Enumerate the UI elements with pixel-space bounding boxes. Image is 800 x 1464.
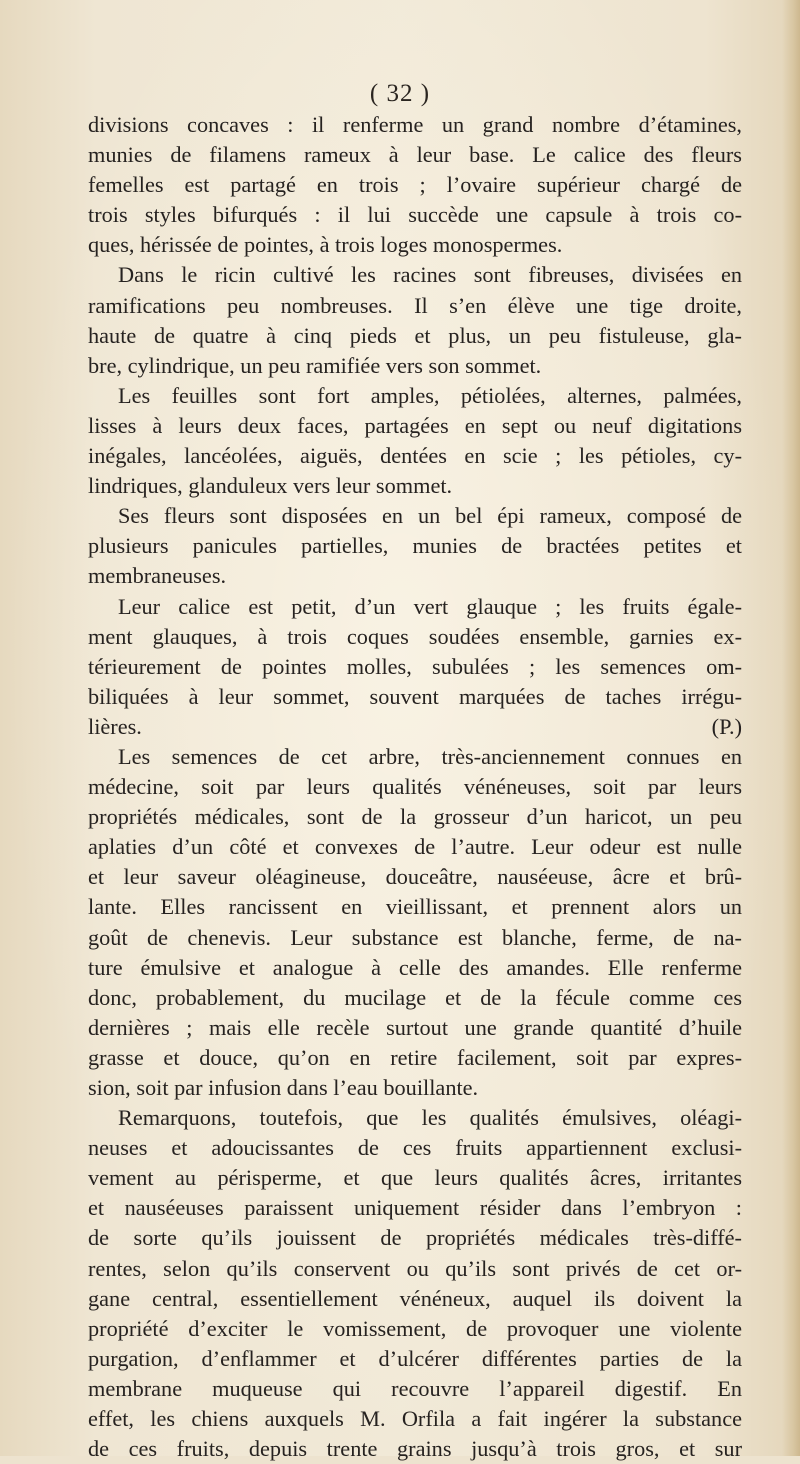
body-text bbox=[88, 110, 742, 1464]
text-line: femelles est partagé en trois ; l’ovaire supérieur chargé de bbox=[88, 172, 742, 198]
text-line: goût de chenevis. Leur substance est blanche, ferme, de na- bbox=[88, 924, 742, 950]
text-line: plusieurs panicules partielles, munies de bractées petites et bbox=[88, 533, 742, 559]
text-line: bre, cylindrique, un peu ramifiée vers son sommet. bbox=[88, 352, 542, 378]
text-line: et nauséeuses paraissent uniquement résider dans l’embryon : bbox=[88, 1195, 742, 1221]
text-line: effet, les chiens auxquels M. Orfila a fait ingérer la substance bbox=[88, 1406, 742, 1432]
text-line: lindriques, glanduleux vers leur sommet. bbox=[88, 473, 453, 499]
text-line: rentes, selon qu’ils conservent ou qu’ils sont privés de cet or- bbox=[88, 1255, 742, 1281]
paragraph bbox=[88, 1103, 742, 1464]
paragraph bbox=[88, 742, 742, 1103]
text-line: neuses et adoucissantes de ces fruits appartiennent exclusi- bbox=[88, 1135, 742, 1161]
text-line: et leur saveur oléagineuse, douceâtre, nauséeuse, âcre et brû- bbox=[88, 864, 742, 890]
text-line: vement au périsperme, et que leurs qualités âcres, irritantes bbox=[88, 1165, 742, 1191]
text-line: membraneuses. bbox=[88, 563, 227, 589]
text-line: ques, hérissée de pointes, à trois loges monospermes. bbox=[88, 232, 563, 258]
text-line: sion, soit par infusion dans l’eau bouillante. bbox=[88, 1075, 479, 1100]
paragraph bbox=[88, 501, 742, 591]
text-line: inégales, lancéolées, aiguës, dentées en scie ; les pétioles, cy- bbox=[88, 443, 742, 469]
text-line: trois styles bifurqués : il lui succède une capsule à trois co- bbox=[88, 202, 742, 228]
text-line: membrane muqueuse qui recouvre l’appareil digestif. En bbox=[88, 1375, 742, 1401]
paragraph bbox=[88, 592, 742, 742]
text-line: ment glauques, à trois coques soudées ensemble, garnies ex- bbox=[88, 623, 742, 649]
paragraph bbox=[88, 381, 742, 501]
text-line: Leur calice est petit, d’un vert glauque ; les fruits égale- bbox=[118, 593, 742, 619]
text-line: Les semences de cet arbre, très-anciennement connues en bbox=[118, 743, 742, 769]
author-signature: (P.) bbox=[711, 713, 742, 739]
paragraph bbox=[88, 260, 742, 380]
text-line: lante. Elles rancissent en vieillissant, et prennent alors un bbox=[88, 894, 742, 920]
text-line: de ces fruits, depuis trente grains jusqu’à trois gros, et sur bbox=[88, 1436, 742, 1462]
text-line: divisions concaves : il renferme un grand nombre d’étamines, bbox=[88, 112, 742, 137]
page-number: ( 32 ) bbox=[369, 80, 431, 107]
text-line: Dans le ricin cultivé les racines sont fibreuses, divisées en bbox=[118, 262, 742, 288]
text-line: munies de filamens rameux à leur base. Le calice des fleurs bbox=[88, 142, 742, 168]
page-edge-shadow bbox=[782, 0, 800, 1456]
text-line: propriétés médicales, sont de la grosseur d’un haricot, un peu bbox=[88, 804, 742, 830]
text-line: gane central, essentiellement vénéneux, auquel ils doivent la bbox=[88, 1285, 742, 1311]
text-line: biliquées à leur sommet, souvent marquées de taches irrégu- bbox=[88, 683, 742, 709]
text-line: lisses à leurs deux faces, partagées en sept ou neuf digitations bbox=[88, 412, 742, 438]
text-line: ture émulsive et analogue à celle des amandes. Elle renferme bbox=[88, 954, 742, 980]
text-line: de sorte qu’ils jouissent de propriétés médicales très-diffé- bbox=[88, 1225, 742, 1251]
text-line: térieurement de pointes molles, subulées ; les semences om- bbox=[88, 653, 742, 679]
text-line: purgation, d’enflammer et d’ulcérer différentes parties de la bbox=[88, 1345, 742, 1371]
text-line: haute de quatre à cinq pieds et plus, un peu fistuleuse, gla- bbox=[88, 322, 742, 348]
text-line: aplaties d’un côté et convexes de l’autre. Leur odeur est nulle bbox=[88, 834, 742, 860]
paragraph bbox=[88, 110, 742, 260]
text-line: grasse et douce, qu’on en retire facilement, soit par expres- bbox=[88, 1044, 742, 1070]
text-line: ramifications peu nombreuses. Il s’en élève une tige droite, bbox=[88, 292, 742, 318]
text-line: Remarquons, toutefois, que les qualités émulsives, oléagi- bbox=[118, 1105, 742, 1131]
text-line: propriété d’exciter le vomissement, de provoquer une violente bbox=[88, 1315, 742, 1341]
text-line-end: lières. bbox=[88, 713, 142, 739]
text-line: Ses fleurs sont disposées en un bel épi rameux, composé de bbox=[118, 503, 742, 529]
text-line: dernières ; mais elle recèle surtout une grande quantité d’huile bbox=[88, 1014, 742, 1040]
text-line: médecine, soit par leurs qualités vénéneuses, soit par leurs bbox=[88, 774, 742, 800]
text-line: Les feuilles sont fort amples, pétiolées, alternes, palmées, bbox=[118, 382, 742, 408]
text-line bbox=[88, 712, 742, 742]
text-line: donc, probablement, du mucilage et de la fécule comme ces bbox=[88, 984, 742, 1010]
